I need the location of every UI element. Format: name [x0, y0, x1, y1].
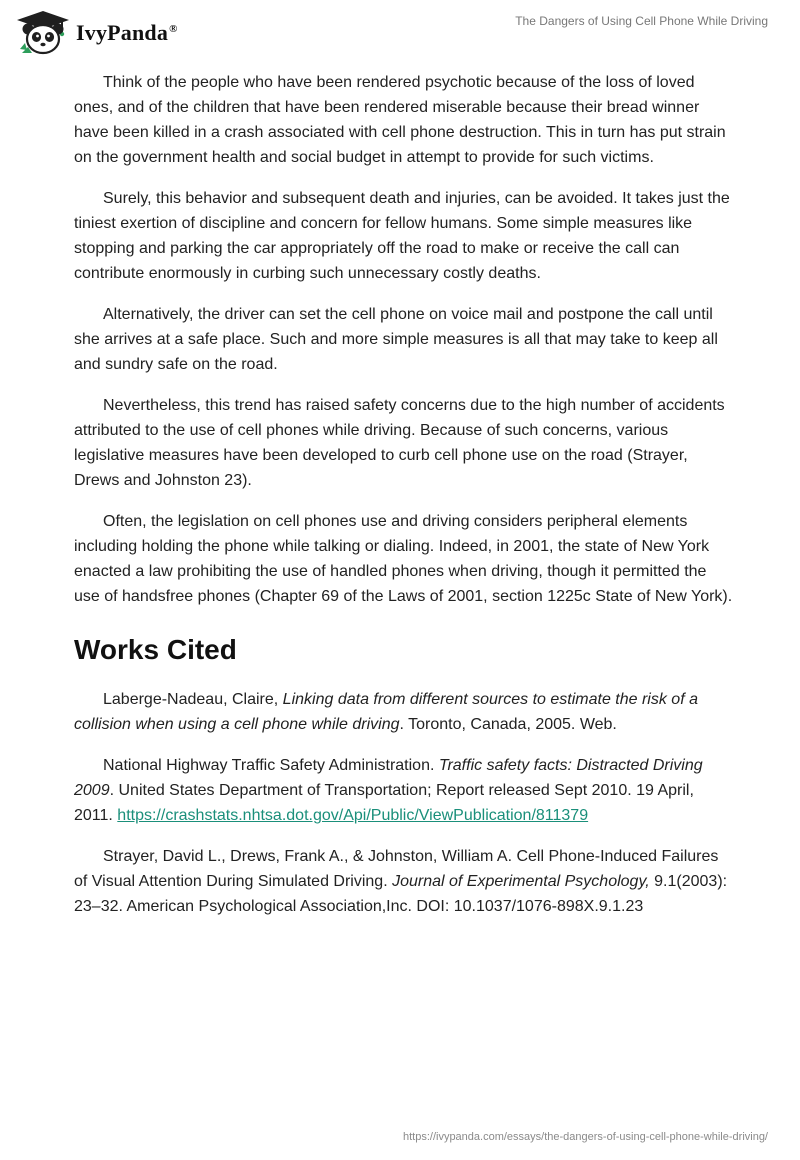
essay-content [74, 70, 734, 935]
registered-mark: ® [169, 22, 178, 35]
citation-link[interactable]: https://crashstats.nhtsa.dot.gov/Api/Public/ViewPublication/811379 [117, 807, 589, 824]
body-paragraph: Think of the people who have been rendered psychotic because of the loss of loved ones, and of the children that have been rendered miserable because their bread winner have been killed in a crash associated with cell phone destruction. This in turn has put strain on the government health and social budget in attempt to provide for such victims. [74, 74, 726, 166]
citation-entry: National Highway Traffic Safety Administration. Traffic safety facts: Distracted Driving 2009. United States Department of Transportation; Report released Sept 2010. 19 April, 2011. https://crashstats.nhtsa.dot.gov/Api/Public/ViewPublication/811379 [74, 757, 703, 824]
document-title: The Dangers of Using Cell Phone While Driving [515, 14, 768, 28]
body-paragraph: Surely, this behavior and subsequent death and injuries, can be avoided. It takes just the tiniest exertion of discipline and concern for fellow humans. Some simple measures like stopping and parking the car appropriately off the road to make or receive the call can contribute enormously in curbing such unnecessary costly deaths. [74, 190, 730, 282]
footer-url[interactable]: https://ivypanda.com/essays/the-dangers-of-using-cell-phone-while-driving/ [402, 1131, 768, 1143]
body-paragraph: Nevertheless, this trend has raised safety concerns due to the high number of accidents attributed to the use of cell phones while driving. Because of such concerns, various legislative measures have been developed to curb cell phone use on the road (Strayer, Drews and Johnston 23). [74, 397, 725, 489]
works-cited-heading: Works Cited [74, 634, 237, 665]
body-paragraph: Alternatively, the driver can set the cell phone on voice mail and postpone the call until she arrives at a safe place. Such and more simple measures is all that may take to keep all and sundry safe on the road. [74, 306, 718, 373]
brand-name: IvyPanda® [76, 20, 178, 45]
page-header [0, 0, 800, 66]
citation-entry: Strayer, David L., Drews, Frank A., & Johnston, William A. Cell Phone-Induced Failures of Visual Attention During Simulated Driving. Journal of Experimental Psychology, 9.1(2003): 23–32. American Psychological Association,Inc. DOI: 10.1037/1076-898X.9.1.23 [74, 848, 728, 915]
ivypanda-logo[interactable] [14, 8, 234, 58]
body-paragraph: Often, the legislation on cell phones use and driving considers peripheral elements including holding the phone while talking or dialing. Indeed, in 2001, the state of New York enacted a law prohibiting the use of handled phones when driving, though it permitted the use of handsfree phones (Chapter 69 of the Laws of 2001, section 1225c State of New York). [74, 513, 733, 605]
panda-graduate-icon [14, 9, 72, 57]
citation-entry: Laberge-Nadeau, Claire, Linking data from different sources to estimate the risk of a collision when using a cell phone while driving. Toronto, Canada, 2005. Web. [74, 691, 698, 733]
